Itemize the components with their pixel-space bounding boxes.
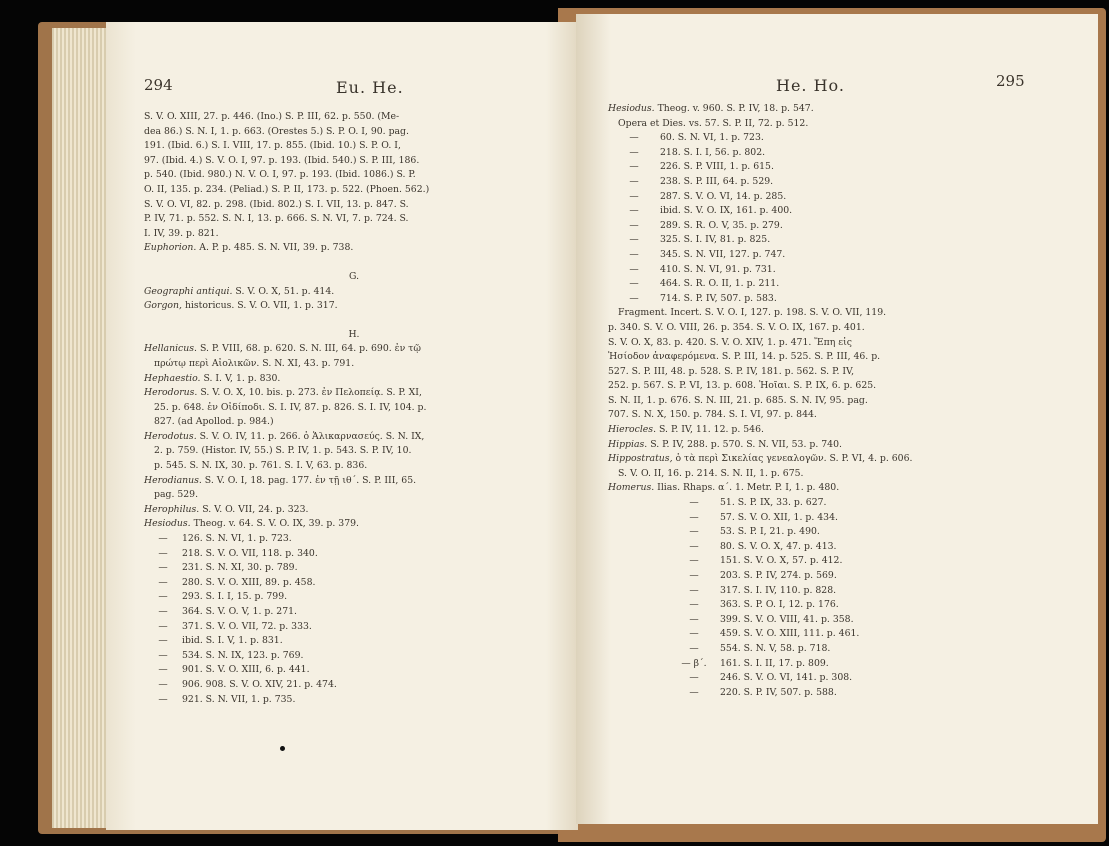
dash-mark: —	[689, 555, 699, 567]
sub-entry	[608, 540, 1078, 555]
author-name: Hippias.	[608, 438, 648, 450]
sub-entry-text: 51. S. P. IX, 33. p. 627.	[720, 497, 827, 509]
left-running-head: Eu. He.	[336, 78, 404, 97]
entry-hesiodus	[144, 517, 564, 532]
dash-mark: —	[629, 278, 639, 290]
entry-line: p. 540. (Ibid. 980.) N. V. O. I, 97. p. 193. (Ibid. 1086.) S. P.	[144, 169, 416, 181]
sub-entry-text: ibid. S. V. O. IX, 161. p. 400.	[660, 205, 793, 217]
entry-line: 97. (Ibid. 4.) S. V. O. I, 97. p. 193. (Ibid. 540.) S. P. III, 186.	[144, 154, 420, 166]
author-ref: S. P. IV, 288. p. 570. S. N. VII, 53. p. 740.	[650, 438, 842, 450]
sub-entry-text: 399. S. V. O. VIII, 41. p. 358.	[720, 613, 854, 625]
entry-hierocles	[608, 423, 1078, 438]
author-ref: S. P. IV, 11. 12. p. 546.	[659, 424, 764, 436]
entry-continuation: 252. p. 567. S. P. VI, 13. p. 608. Ἠοῖαι. S. P. IX, 6. p. 625.	[608, 380, 877, 392]
dash-mark: —	[689, 584, 699, 596]
entry-line: 191. (Ibid. 6.) S. I. VIII, 17. p. 855. (Ibid. 10.) S. P. O. I,	[144, 140, 401, 152]
entry-herodotus	[144, 430, 564, 445]
sub-entry	[608, 554, 1078, 569]
sub-entry	[608, 598, 1078, 613]
sub-entry	[608, 248, 1078, 263]
dash-mark: —	[689, 511, 699, 523]
dash-mark: —	[158, 562, 168, 574]
sub-entry-text: 218. S. I. I, 56. p. 802.	[660, 146, 766, 158]
sub-entry	[608, 627, 1078, 642]
sub-entry	[608, 277, 1078, 292]
dash-mark: — β΄.	[681, 657, 707, 669]
section-heading-h: H.	[348, 328, 360, 340]
dash-mark: —	[629, 219, 639, 231]
entry-line: S. V. O. VI, 82. p. 298. (Ibid. 802.) S. I. VII, 13. p. 847. S.	[144, 198, 409, 210]
sub-entry-text: 60. S. N. VI, 1. p. 723.	[660, 132, 764, 144]
sub-entry-text: 280. S. V. O. XIII, 89. p. 458.	[182, 576, 316, 588]
dash-mark: —	[158, 693, 168, 705]
sub-entry	[144, 693, 564, 708]
entry-continuation: S. V. O. II, 16. p. 214. S. N. II, 1. p. 675.	[618, 467, 804, 479]
entry-continuation: S. N. II, 1. p. 676. S. N. III, 21. p. 685. S. N. IV, 95. pag.	[608, 394, 868, 406]
sub-entry	[144, 634, 564, 649]
entry-herodianus	[144, 474, 564, 489]
sub-entry-text: 80. S. V. O. X, 47. p. 413.	[720, 540, 837, 552]
sub-entry-text: 554. S. N. V, 58. p. 718.	[720, 642, 831, 654]
sub-entry	[608, 160, 1078, 175]
entry-continuation: 707. S. N. X, 150. p. 784. S. I. VI, 97. p. 844.	[608, 409, 817, 421]
sub-entry-text: 53. S. P. I, 21. p. 490.	[720, 526, 820, 538]
entry-continuation: pag. 529.	[154, 489, 199, 501]
sub-entry-text: 226. S. P. VIII, 1. p. 615.	[660, 161, 774, 173]
entry-opera: Opera et Dies. vs. 57. S. P. II, 72. p. 512.	[618, 117, 809, 129]
entry-hephaestio	[144, 372, 564, 387]
dash-mark: —	[629, 146, 639, 158]
author-ref: Theog. v. 64. S. V. O. IX, 39. p. 379.	[193, 518, 359, 530]
sub-entry-text: 464. S. R. O. II, 1. p. 211.	[660, 278, 780, 290]
sub-entry	[144, 547, 564, 562]
left-page-number: 294	[144, 76, 173, 94]
entry-continuation: 25. p. 648. ἐν Οἰδίποδι. S. I. IV, 87. p. 826. S. I. IV, 104. p.	[154, 401, 427, 413]
sub-entry-text: 325. S. I. IV, 81. p. 825.	[660, 234, 771, 246]
sub-entry	[144, 649, 564, 664]
entry-continuation: πρώτῳ περὶ Αἰολικῶν. S. N. XI, 43. p. 791.	[154, 357, 355, 369]
entry-fragment: Fragment. Incert. S. V. O. I, 127. p. 198. S. V. O. VII, 119.	[618, 307, 887, 319]
sub-entry	[144, 561, 564, 576]
dash-mark: —	[689, 497, 699, 509]
sub-entry-text: 293. S. I. I, 15. p. 799.	[182, 591, 288, 603]
dash-mark: —	[629, 292, 639, 304]
sub-entry	[608, 219, 1078, 234]
entry-homerus	[608, 481, 1078, 496]
dash-mark: —	[158, 576, 168, 588]
sub-entry	[144, 576, 564, 591]
dash-mark: —	[158, 591, 168, 603]
sub-entry-text: ibid. S. I. V, 1. p. 831.	[182, 635, 283, 647]
dash-mark: —	[689, 540, 699, 552]
author-name: Hephaestio.	[144, 372, 201, 384]
author-ref: S. I. V, 1. p. 830.	[203, 372, 281, 384]
sub-entry-text: 287. S. V. O. VI, 14. p. 285.	[660, 190, 787, 202]
dash-mark: —	[629, 248, 639, 260]
entry-hippias	[608, 438, 1078, 453]
author-ref: S. V. O. X, 10. bis. p. 273. ἐν Πελοπείᾳ. S. P. XI,	[200, 387, 422, 399]
sub-entry	[608, 146, 1078, 161]
sub-entry	[608, 613, 1078, 628]
entry-euphorion	[144, 241, 564, 256]
sub-entry	[608, 569, 1078, 584]
sub-entry	[608, 292, 1078, 307]
sub-entry-text: 220. S. P. IV, 507. p. 588.	[720, 686, 837, 698]
sub-entry-text: 363. S. P. O. I, 12. p. 176.	[720, 599, 839, 611]
sub-entry-text: 906. 908. S. V. O. XIV, 21. p. 474.	[182, 678, 337, 690]
author-name: Geographi antiqui.	[144, 285, 233, 297]
dash-mark: —	[689, 686, 699, 698]
entry-continuation: p. 340. S. V. O. VIII, 26. p. 354. S. V. O. IX, 167. p. 401.	[608, 321, 865, 333]
dash-mark: —	[629, 205, 639, 217]
author-name: Hellanicus.	[144, 343, 197, 355]
sub-entry-text: 126. S. N. VI, 1. p. 723.	[182, 533, 292, 545]
entry-herophilus	[144, 503, 564, 518]
author-name: Euphorion.	[144, 242, 197, 254]
author-name: Hesiodus.	[144, 518, 191, 530]
sub-entry-text: 901. S. V. O. XIII, 6. p. 441.	[182, 664, 310, 676]
sub-entry-text: 238. S. P. III, 64. p. 529.	[660, 175, 774, 187]
dash-mark: —	[158, 664, 168, 676]
author-ref: Theog. v. 960. S. P. IV, 18. p. 547.	[657, 103, 814, 114]
sub-entry	[608, 525, 1078, 540]
sub-entry	[608, 190, 1078, 205]
dash-mark: —	[158, 678, 168, 690]
entry-gorgon	[144, 299, 564, 314]
sub-entry-text: 218. S. V. O. VII, 118. p. 340.	[182, 547, 318, 559]
entry-continuation: 2. p. 759. (Histor. IV, 55.) S. P. IV, 1. p. 543. S. P. IV, 10.	[154, 445, 412, 457]
dash-mark: —	[689, 570, 699, 581]
dash-mark: —	[689, 613, 699, 625]
sub-entry-text: 459. S. V. O. XIII, 111. p. 461.	[720, 628, 860, 640]
left-page	[106, 22, 578, 830]
sub-entry	[608, 233, 1078, 248]
author-name: Hierocles.	[608, 424, 657, 436]
sub-entry	[608, 511, 1078, 526]
sub-entry	[608, 263, 1078, 278]
sub-entry-text: 345. S. N. VII, 127. p. 747.	[660, 248, 786, 260]
author-ref: S. V. O. IV, 11. p. 266. ὁ Ἁλικαρνασεύς. S. N. IX,	[199, 430, 425, 442]
entry-hesiodus	[608, 102, 1078, 117]
sub-entry	[608, 131, 1078, 146]
sub-entry-text: 161. S. I. II, 17. p. 809.	[720, 657, 829, 669]
sub-entry	[144, 532, 564, 547]
dash-mark: —	[158, 620, 168, 632]
dash-mark: —	[629, 161, 639, 173]
ink-dot	[280, 746, 285, 751]
right-page	[576, 14, 1098, 824]
sub-entry-text: 410. S. N. VI, 91. p. 731.	[660, 263, 776, 275]
sub-entry-text: 714. S. P. IV, 507. p. 583.	[660, 292, 777, 304]
entry-line: S. V. O. XIII, 27. p. 446. (Ino.) S. P. III, 62. p. 550. (Me-	[144, 111, 400, 122]
entry-continuation: 827. (ad Apollod. p. 984.)	[154, 416, 274, 428]
right-running-head: He. Ho.	[776, 76, 845, 95]
author-ref: ὁ τὰ περὶ Σικελίας γενεαλογῶν. S. P. VI, 4. p. 606.	[675, 453, 913, 465]
sub-entry-text: 231. S. N. XI, 30. p. 789.	[182, 562, 298, 574]
right-page-number: 295	[996, 72, 1025, 90]
sub-entry	[144, 663, 564, 678]
dash-mark: —	[689, 672, 699, 684]
author-name: Herophilus.	[144, 503, 200, 515]
sub-entry	[144, 590, 564, 605]
author-ref: historicus. S. V. O. VII, 1. p. 317.	[184, 300, 338, 312]
sub-entry-text: 289. S. R. O. V, 35. p. 279.	[660, 219, 783, 231]
author-name: Gorgon,	[144, 300, 182, 312]
dash-mark: —	[629, 132, 639, 144]
dash-mark: —	[158, 533, 168, 545]
sub-entry	[608, 686, 1078, 701]
author-name: Hippostratus,	[608, 453, 673, 465]
right-page-content	[608, 102, 1078, 700]
sub-entry	[608, 642, 1078, 657]
sub-entry-text: 921. S. N. VII, 1. p. 735.	[182, 693, 296, 705]
left-page-content	[144, 110, 564, 707]
author-ref: Ilias. Rhaps. α΄. 1. Metr. P. I, 1. p. 480.	[657, 482, 840, 494]
entry-herodorus	[144, 386, 564, 401]
dash-mark: —	[689, 628, 699, 640]
entry-continuation: p. 545. S. N. IX, 30. p. 761. S. I. V, 63. p. 836.	[154, 460, 368, 472]
author-ref: S. P. VIII, 68. p. 620. S. N. III, 64. p. 690. ἐν τῷ	[199, 343, 421, 355]
author-name: Homerus.	[608, 482, 655, 494]
sub-entry-text: 57. S. V. O. XII, 1. p. 434.	[720, 511, 838, 523]
sub-entry-text: 364. S. V. O. V, 1. p. 271.	[182, 606, 297, 617]
entry-line: O. II, 135. p. 234. (Peliad.) S. P. II, 173. p. 522. (Phoen. 562.)	[144, 183, 430, 195]
entry-line: I. IV, 39. p. 821.	[144, 227, 219, 239]
author-name: Herodotus.	[144, 430, 197, 442]
author-ref: S. V. O. X, 51. p. 414.	[235, 285, 335, 297]
entry-hellanicus	[144, 342, 564, 357]
sub-entry	[608, 671, 1078, 686]
dash-mark: —	[158, 547, 168, 559]
dash-mark: —	[629, 190, 639, 202]
author-name: Hesiodus.	[608, 103, 655, 114]
dash-mark: —	[158, 606, 168, 617]
dash-mark: —	[689, 526, 699, 538]
entry-continuation: S. V. O. X, 83. p. 420. S. V. O. XIV, 1. p. 471. Ἔπη εἰς	[608, 336, 852, 348]
sub-entry-text: 317. S. I. IV, 110. p. 828.	[720, 584, 837, 596]
entry-continuation: 527. S. P. III, 48. p. 528. S. P. IV, 181. p. 562. S. P. IV,	[608, 365, 855, 377]
author-name: Herodorus.	[144, 387, 198, 399]
dash-mark: —	[158, 649, 168, 661]
sub-entry	[144, 620, 564, 635]
entry-geographi	[144, 285, 564, 300]
sub-entry	[144, 605, 564, 620]
author-name: Herodianus.	[144, 474, 202, 486]
author-ref: S. V. O. I, 18. pag. 177. ἐν τῇ ιθ΄. S. P. III, 65.	[204, 474, 417, 486]
sub-entry-text: 534. S. N. IX, 123. p. 769.	[182, 649, 304, 661]
author-ref: S. V. O. VII, 24. p. 323.	[202, 503, 309, 515]
author-ref: A. P. p. 485. S. N. VII, 39. p. 738.	[199, 242, 354, 254]
entry-hippostratus	[608, 452, 1078, 467]
sub-entry-text: 151. S. V. O. X, 57. p. 412.	[720, 555, 843, 567]
sub-entry-text: 371. S. V. O. VII, 72. p. 333.	[182, 620, 312, 632]
dash-mark: —	[629, 175, 639, 187]
open-book	[38, 8, 1100, 838]
entry-line: dea 86.) S. N. I, 1. p. 663. (Orestes 5.) S. P. O. I, 90. pag.	[144, 125, 409, 137]
sub-entry-text: 203. S. P. IV, 274. p. 569.	[720, 570, 837, 581]
sub-entry	[144, 678, 564, 693]
sub-entry	[608, 204, 1078, 219]
entry-continuation: Ἡσίοδον ἀναφερόμενα. S. P. III, 14. p. 525. S. P. III, 46. p.	[608, 351, 881, 363]
dash-mark: —	[689, 599, 699, 611]
dash-mark: —	[629, 234, 639, 246]
sub-entry	[608, 584, 1078, 599]
dash-mark: —	[689, 642, 699, 654]
dash-mark: —	[158, 635, 168, 647]
sub-entry	[608, 496, 1078, 511]
dash-mark: —	[629, 263, 639, 275]
entry-line: P. IV, 71. p. 552. S. N. I, 13. p. 666. S. N. VI, 7. p. 724. S.	[144, 213, 409, 225]
sub-entry-text: 246. S. V. O. VI, 141. p. 308.	[720, 672, 853, 684]
sub-entry-beta	[608, 657, 1078, 672]
section-heading-g: G.	[348, 270, 360, 282]
sub-entry	[608, 175, 1078, 190]
